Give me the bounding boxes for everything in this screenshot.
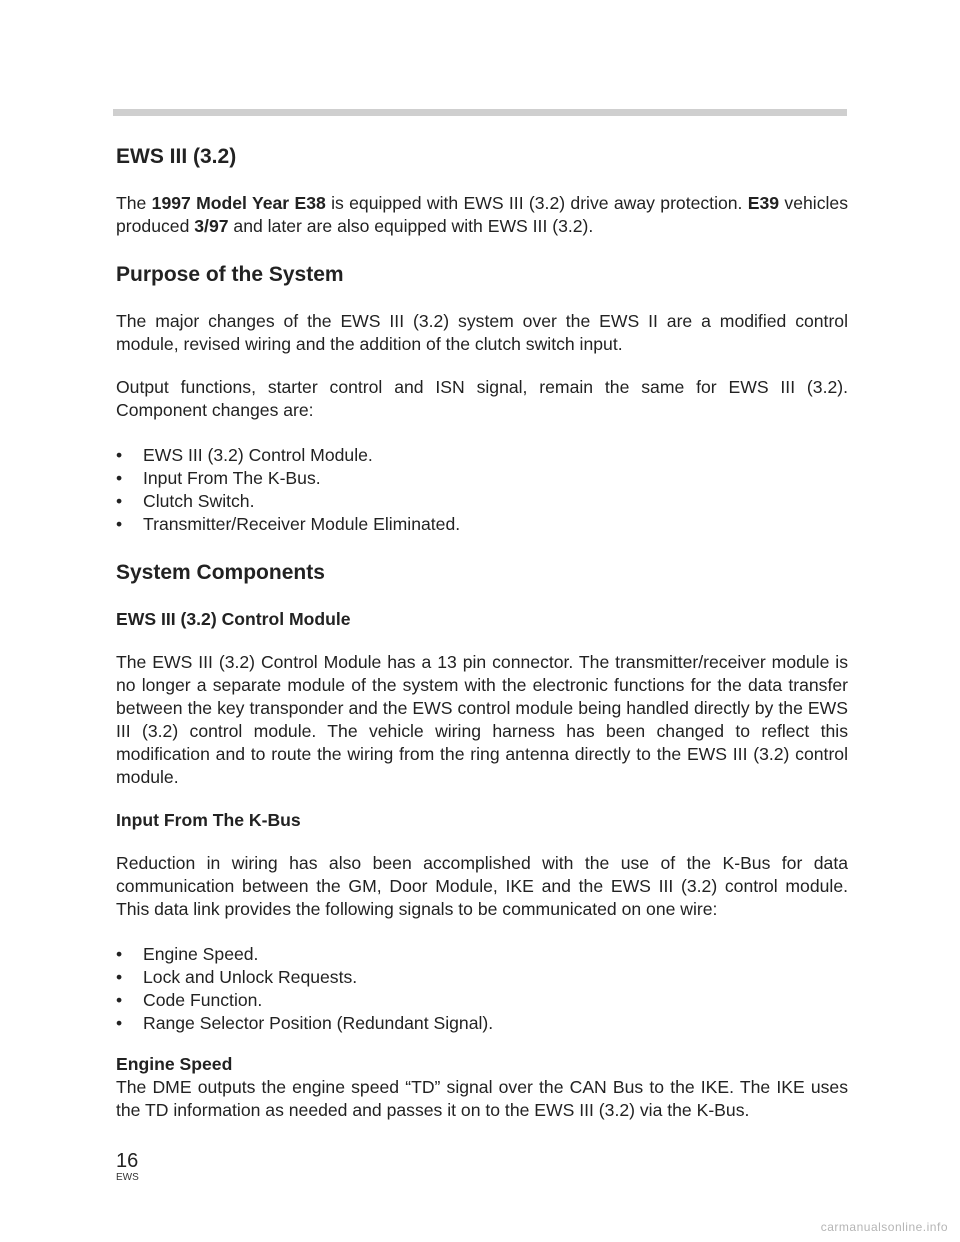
list-item: • Input From The K-Bus. — [116, 467, 848, 490]
page-title: EWS III (3.2) — [116, 145, 237, 168]
intro-text-4: and later are also equipped with EWS III (3.2). — [228, 216, 594, 236]
intro-bold-model-year: 1997 Model Year E38 — [151, 193, 326, 213]
list-item: • EWS III (3.2) Control Module. — [116, 444, 848, 467]
purpose-paragraph-1: The major changes of the EWS III (3.2) system over the EWS II are a modified control module, revised wiring and the addition of the clutch switch input. — [116, 311, 848, 354]
list-item: • Transmitter/Receiver Module Eliminated. — [116, 513, 848, 536]
document-body — [116, 138, 848, 1122]
kbus-signals-list — [116, 943, 848, 1035]
intro-text-3: vehicles produced — [116, 193, 848, 236]
intro-text-2: is equipped with EWS III (3.2) drive away protection. — [325, 193, 748, 213]
list-item: • Lock and Unlock Requests. — [116, 966, 848, 989]
watermark: carmanualsonline.info — [820, 1220, 948, 1234]
component-changes-list — [116, 444, 848, 536]
control-module-paragraph: The EWS III (3.2) Control Module has a 13 pin connector. The transmitter/receiver module is no longer a separate module of the system with the electronic functions for the data transfer between the key transponder and the EWS control module being handled directly by the EWS III (3.2) control module. The vehicle wiring harness has been changed to reflect this modification and to route the wiring from the ring antenna directly to the EWS III (3.2) control module. — [116, 652, 848, 787]
purpose-heading: Purpose of the System — [116, 263, 344, 286]
list-item: • Engine Speed. — [116, 943, 848, 966]
intro-paragraph — [116, 192, 848, 238]
page-footer — [116, 1150, 139, 1184]
engine-speed-paragraph: The DME outputs the engine speed “TD” signal over the CAN Bus to the IKE. The IKE uses the TD information as needed and passes it on to the EWS III (3.2) via the K-Bus. — [116, 1077, 848, 1120]
intro-bold-e39: E39 — [747, 193, 780, 213]
page-number: 16 — [116, 1150, 139, 1172]
list-item: • Code Function. — [116, 989, 848, 1012]
purpose-paragraph-2: Output functions, starter control and ISN signal, remain the same for EWS III (3.2). Component changes are: — [116, 377, 848, 420]
header-rule — [113, 109, 847, 116]
list-item: • Clutch Switch. — [116, 490, 848, 513]
list-item: • Range Selector Position (Redundant Signal). — [116, 1012, 848, 1035]
section-code: EWS — [116, 1172, 139, 1183]
components-heading: System Components — [116, 561, 325, 584]
engine-speed-heading: Engine Speed — [116, 1054, 233, 1074]
control-module-heading: EWS III (3.2) Control Module — [116, 609, 351, 629]
intro-bold-date: 3/97 — [194, 216, 229, 236]
kbus-paragraph: Reduction in wiring has also been accomplished with the use of the K-Bus for data communication between the GM, Door Module, IKE and the EWS III (3.2) control module. This data link provides the following signals to be communicated on one wire: — [116, 853, 848, 919]
kbus-heading: Input From The K-Bus — [116, 810, 301, 830]
intro-text-1: The — [116, 193, 152, 213]
